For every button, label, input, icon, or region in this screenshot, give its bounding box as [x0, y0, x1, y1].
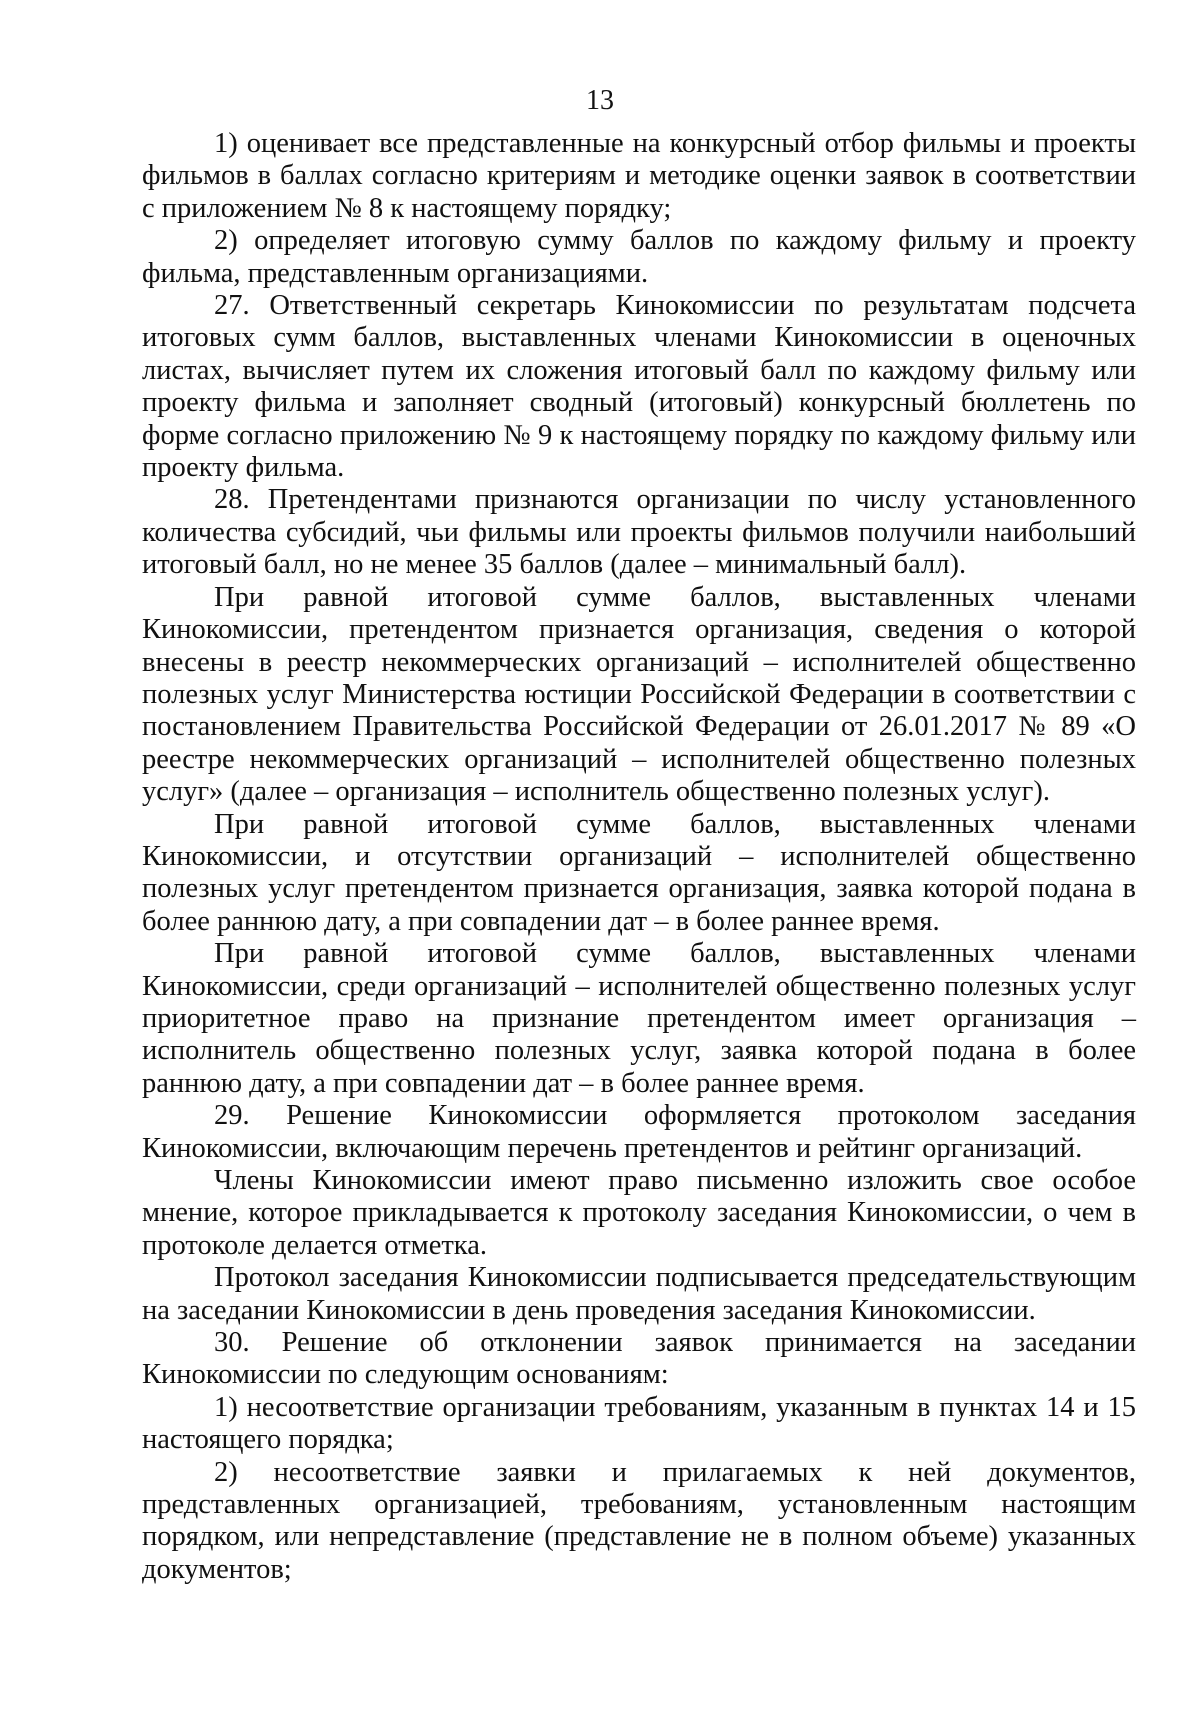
- document-body: [142, 128, 1136, 1586]
- page-number: 13: [586, 85, 614, 116]
- paragraph-dissenting-opinion: Члены Кинокомиссии имеют право письменно изложить свое особое мнение, которое прикладывается к протоколу заседания Кинокомиссии, о чем в протоколе делается отметка.: [142, 1165, 1136, 1261]
- paragraph-rejection-ground-1: 1) несоответствие организации требованиям, указанным в пунктах 14 и 15 настоящего порядка;: [142, 1391, 1136, 1456]
- paragraph-rejection-ground-2: 2) несоответствие заявки и прилагаемых к ней документов, представленных организацией, требованиям, установленным настоящим порядком, или непредставление (представление не в полном объеме) указанных документов;: [142, 1456, 1136, 1585]
- paragraph-clause-28: 28. Претендентами признаются организации по числу установленного количества субсидий, чьи фильмы или проекты фильмов получили наибольший итоговый балл, но не менее 35 баллов (далее – минимальный балл).: [142, 484, 1136, 581]
- paragraph-equal-score-registry: При равной итоговой сумме баллов, выставленных членами Кинокомиссии, претендентом признается организация, сведения о которой внесены в реестр некоммерческих организаций – исполнителей общественно полезных услуг Министерства юстиции Российской Федерации в соответствии с постановлением Правительства Российской Федерации от 26.01.2017 № 89 «О реестре некоммерческих организаций – исполнителей общественно полезных услуг» (далее – организация – исполнитель общественно полезных услуг).: [142, 581, 1136, 808]
- paragraph-clause-30: 30. Решение об отклонении заявок принимается на заседании Кинокомиссии по следующим основаниям:: [142, 1327, 1136, 1391]
- paragraph-item-1: 1) оценивает все представленные на конкурсный отбор фильмы и проекты фильмов в баллах согласно критериям и методике оценки заявок в соответствии с приложением № 8 к настоящему порядку;: [142, 128, 1136, 224]
- paragraph-equal-score-priority: При равной итоговой сумме баллов, выставленных членами Кинокомиссии, среди организаций – исполнителей общественно полезных услуг приоритетное право на признание претендентом имеет организация – исполнитель общественно полезных услуг, заявка которой подана в более раннюю дату, а при совпадении дат – в более раннее время.: [142, 938, 1136, 1099]
- paragraph-clause-29: 29. Решение Кинокомиссии оформляется протоколом заседания Кинокомиссии, включающим перечень претендентов и рейтинг организаций.: [142, 1100, 1136, 1164]
- paragraph-equal-score-no-registry: При равной итоговой сумме баллов, выставленных членами Кинокомиссии, и отсутствии организаций – исполнителей общественно полезных услуг претендентом признается организация, заявка которой подана в более раннюю дату, а при совпадении дат – в более раннее время.: [142, 808, 1136, 937]
- paragraph-protocol-signing: Протокол заседания Кинокомиссии подписывается председательствующим на заседании Кинокомиссии в день проведения заседания Кинокомиссии.: [142, 1262, 1136, 1326]
- paragraph-item-2: 2) определяет итоговую сумму баллов по каждому фильму и проекту фильма, представленным организациями.: [142, 225, 1136, 289]
- paragraph-clause-27: 27. Ответственный секретарь Кинокомиссии по результатам подсчета итоговых сумм баллов, выставленных членами Кинокомиссии в оценочных листах, вычисляет путем их сложения итоговый балл по каждому фильму или проекту фильма и заполняет сводный (итоговый) конкурсный бюллетень по форме согласно приложению № 9 к настоящему порядку по каждому фильму или проекту фильма.: [142, 290, 1136, 484]
